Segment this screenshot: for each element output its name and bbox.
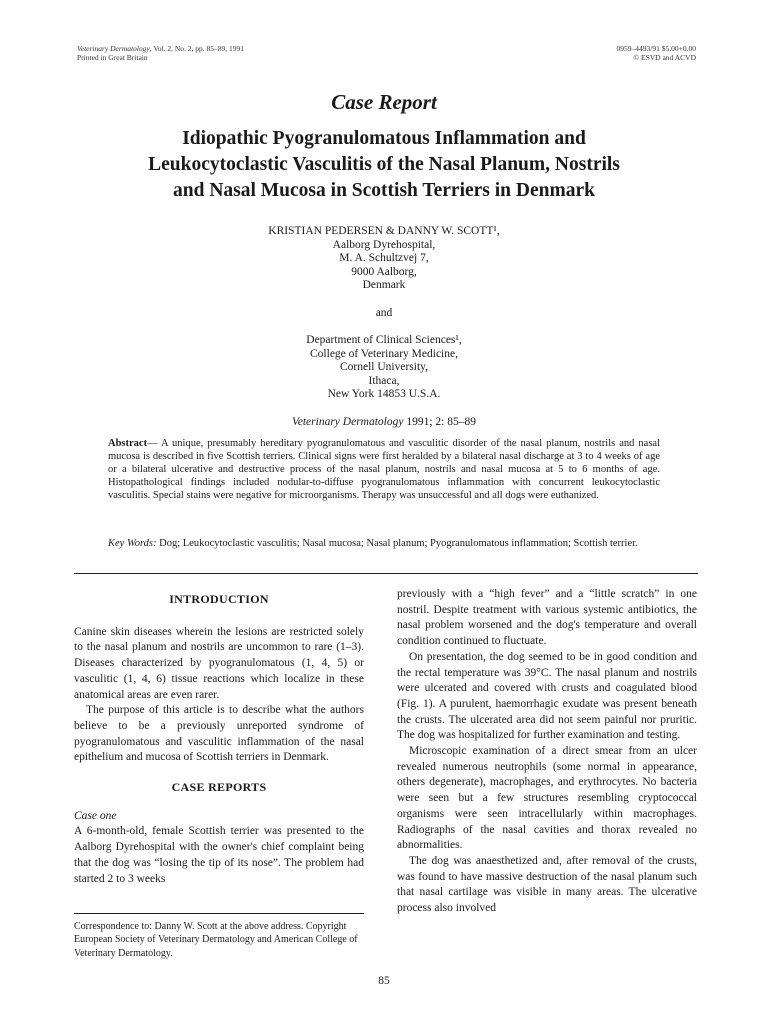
footnote-rule xyxy=(74,913,364,914)
abstract xyxy=(108,437,660,502)
affiliation-line: 9000 Aalborg, xyxy=(351,265,417,278)
paragraph: On presentation, the dog seemed to be in good condition and the rectal temperature was 39°C. The nasal planum and nostrils were ulcerated and covered with crusts and coagulated blood (Fig. 1). A purulent, haemorrhagic exudate was present beneath the crusts. The ulcerated area did not seem painful nor pruritic. The dog was hospitalized for further examination and testing. xyxy=(397,650,697,742)
authors: KRISTIAN PEDERSEN & DANNY W. SCOTT¹, xyxy=(268,225,500,237)
affiliation-line: Cornell University, xyxy=(339,361,429,373)
journal-reference xyxy=(0,416,768,428)
case-reports-heading: CASE REPORTS xyxy=(171,780,267,795)
key-words-label: Key Words: xyxy=(108,538,157,549)
title-line: Idiopathic Pyogranulomatous Inflammation and xyxy=(182,128,586,149)
title-line: and Nasal Mucosa in Scottish Terriers in Denmark xyxy=(173,180,595,201)
header-copyright: © ESVD and ACVD xyxy=(633,53,696,62)
case-one-subheading: Case one xyxy=(74,809,117,822)
authors-affiliations xyxy=(0,225,768,402)
journal-details: 1991; 2: 85–89 xyxy=(403,416,476,428)
right-column xyxy=(397,587,697,917)
affiliation-line: Aalborg Dyrehospital, xyxy=(332,238,436,251)
abstract-label: Abstract xyxy=(108,438,148,449)
affiliation-line: M. A. Schultzvej 7, xyxy=(339,252,429,264)
header-citation: , Vol. 2, No. 2, pp. 85–89, 1991 xyxy=(149,44,245,53)
header-issn-price: 0959–4493/91 $5.00+0.00 xyxy=(616,44,696,53)
paragraph: previously with a “high fever” and a “little scratch” in one nostril. Despite treatment with various systemic antibiotics, the nasal problem worsened and the dog's temperature and overall condition continued to fluctuate. xyxy=(397,588,697,648)
header-journal-name: Veterinary Dermatology xyxy=(77,44,150,53)
running-header-left xyxy=(77,44,244,62)
section-label: Case Report xyxy=(331,90,437,114)
affiliation-line: New York 14853 U.S.A. xyxy=(327,388,441,400)
journal-name: Veterinary Dermatology xyxy=(292,416,404,428)
divider-rule xyxy=(74,573,698,574)
key-words xyxy=(108,537,660,550)
key-words-text: Dog; Leukocytoclastic vasculitis; Nasal mucosa; Nasal planum; Pyogranulomatous inflammation; Scottish terrier. xyxy=(156,538,638,549)
article-title xyxy=(60,126,708,204)
title-line: Leukocytoclastic Vasculitis of the Nasal Planum, Nostrils xyxy=(148,154,620,175)
and-separator: and xyxy=(375,306,393,319)
affiliation-line: College of Veterinary Medicine, xyxy=(310,347,458,360)
header-printed: Printed in Great Britain xyxy=(77,53,148,62)
paragraph: The purpose of this article is to describe what the authors believe to be a previously unreported syndrome of pyogranulomatous and vasculitic inflammation of the nasal epithelium and mucosa of Scottish terriers in Denmark. xyxy=(74,704,364,764)
paragraph: The dog was anaesthetized and, after removal of the crusts, was found to have massive destruction of the nasal planum such that nasal cartilage was visible in many areas. The ulcerative process also involved xyxy=(397,854,697,915)
paragraph: Canine skin diseases wherein the lesions are restricted solely to the nasal planum and nostrils are uncommon to rare (1–3). Diseases characterized by pyogranulomatous (1, 4, 5) or vasculitic (1, 4, 6) tissue reactions which localize in these anatomical areas are even rarer. xyxy=(74,625,364,701)
affiliation-line: Denmark xyxy=(362,279,406,291)
page-number: 85 xyxy=(378,975,390,987)
paragraph: Microscopic examination of a direct smear from an ulcer revealed numerous neutrophils (some normal in appearance, others degenerate), macrophages, and erythrocytes. No bacteria were seen but a few structures resembling cryptococcal organisms were seen intracellularly within macrophages. Radiographs of the nasal cavities and thorax revealed no abnormalities. xyxy=(397,745,697,852)
correspondence-footnote: Correspondence to: Danny W. Scott at the above address. Copyright European Society of Veterinary Dermatology and American College of Veterinary Dermatology. xyxy=(74,921,358,959)
affiliation-line: Department of Clinical Sciences¹, xyxy=(306,334,462,346)
paragraph: A 6-month-old, female Scottish terrier was presented to the Aalborg Dyrehospital with the owner's chief complaint being that the dog was “losing the tip of its nose”. The problem had started 2 to 3 weeks xyxy=(74,825,364,885)
affiliation-line: Ithaca, xyxy=(368,374,400,387)
running-header-right xyxy=(617,44,696,62)
abstract-text: — A unique, presumably hereditary pyogranulomatous and vasculitic disorder of the nasal planum, nostrils and nasal mucosa is described in five Scottish terriers. Clinical signs were first heralded by a bilateral nasal discharge at 3 to 4 weeks of age or a bilateral ulcerative and destructive process of the nasal planum, nostrils and nasal mucosa at 5 to 6 months of age. Histopathological findings included nodular-to-diffuse pyogranulomatous inflammation with concurrent leukocytoclastic vasculitis. Special stains were negative for microorganisms. Therapy was unsuccessful and all dogs were euthanized. xyxy=(108,438,660,501)
introduction-heading: INTRODUCTION xyxy=(169,592,269,606)
left-column xyxy=(74,592,364,887)
